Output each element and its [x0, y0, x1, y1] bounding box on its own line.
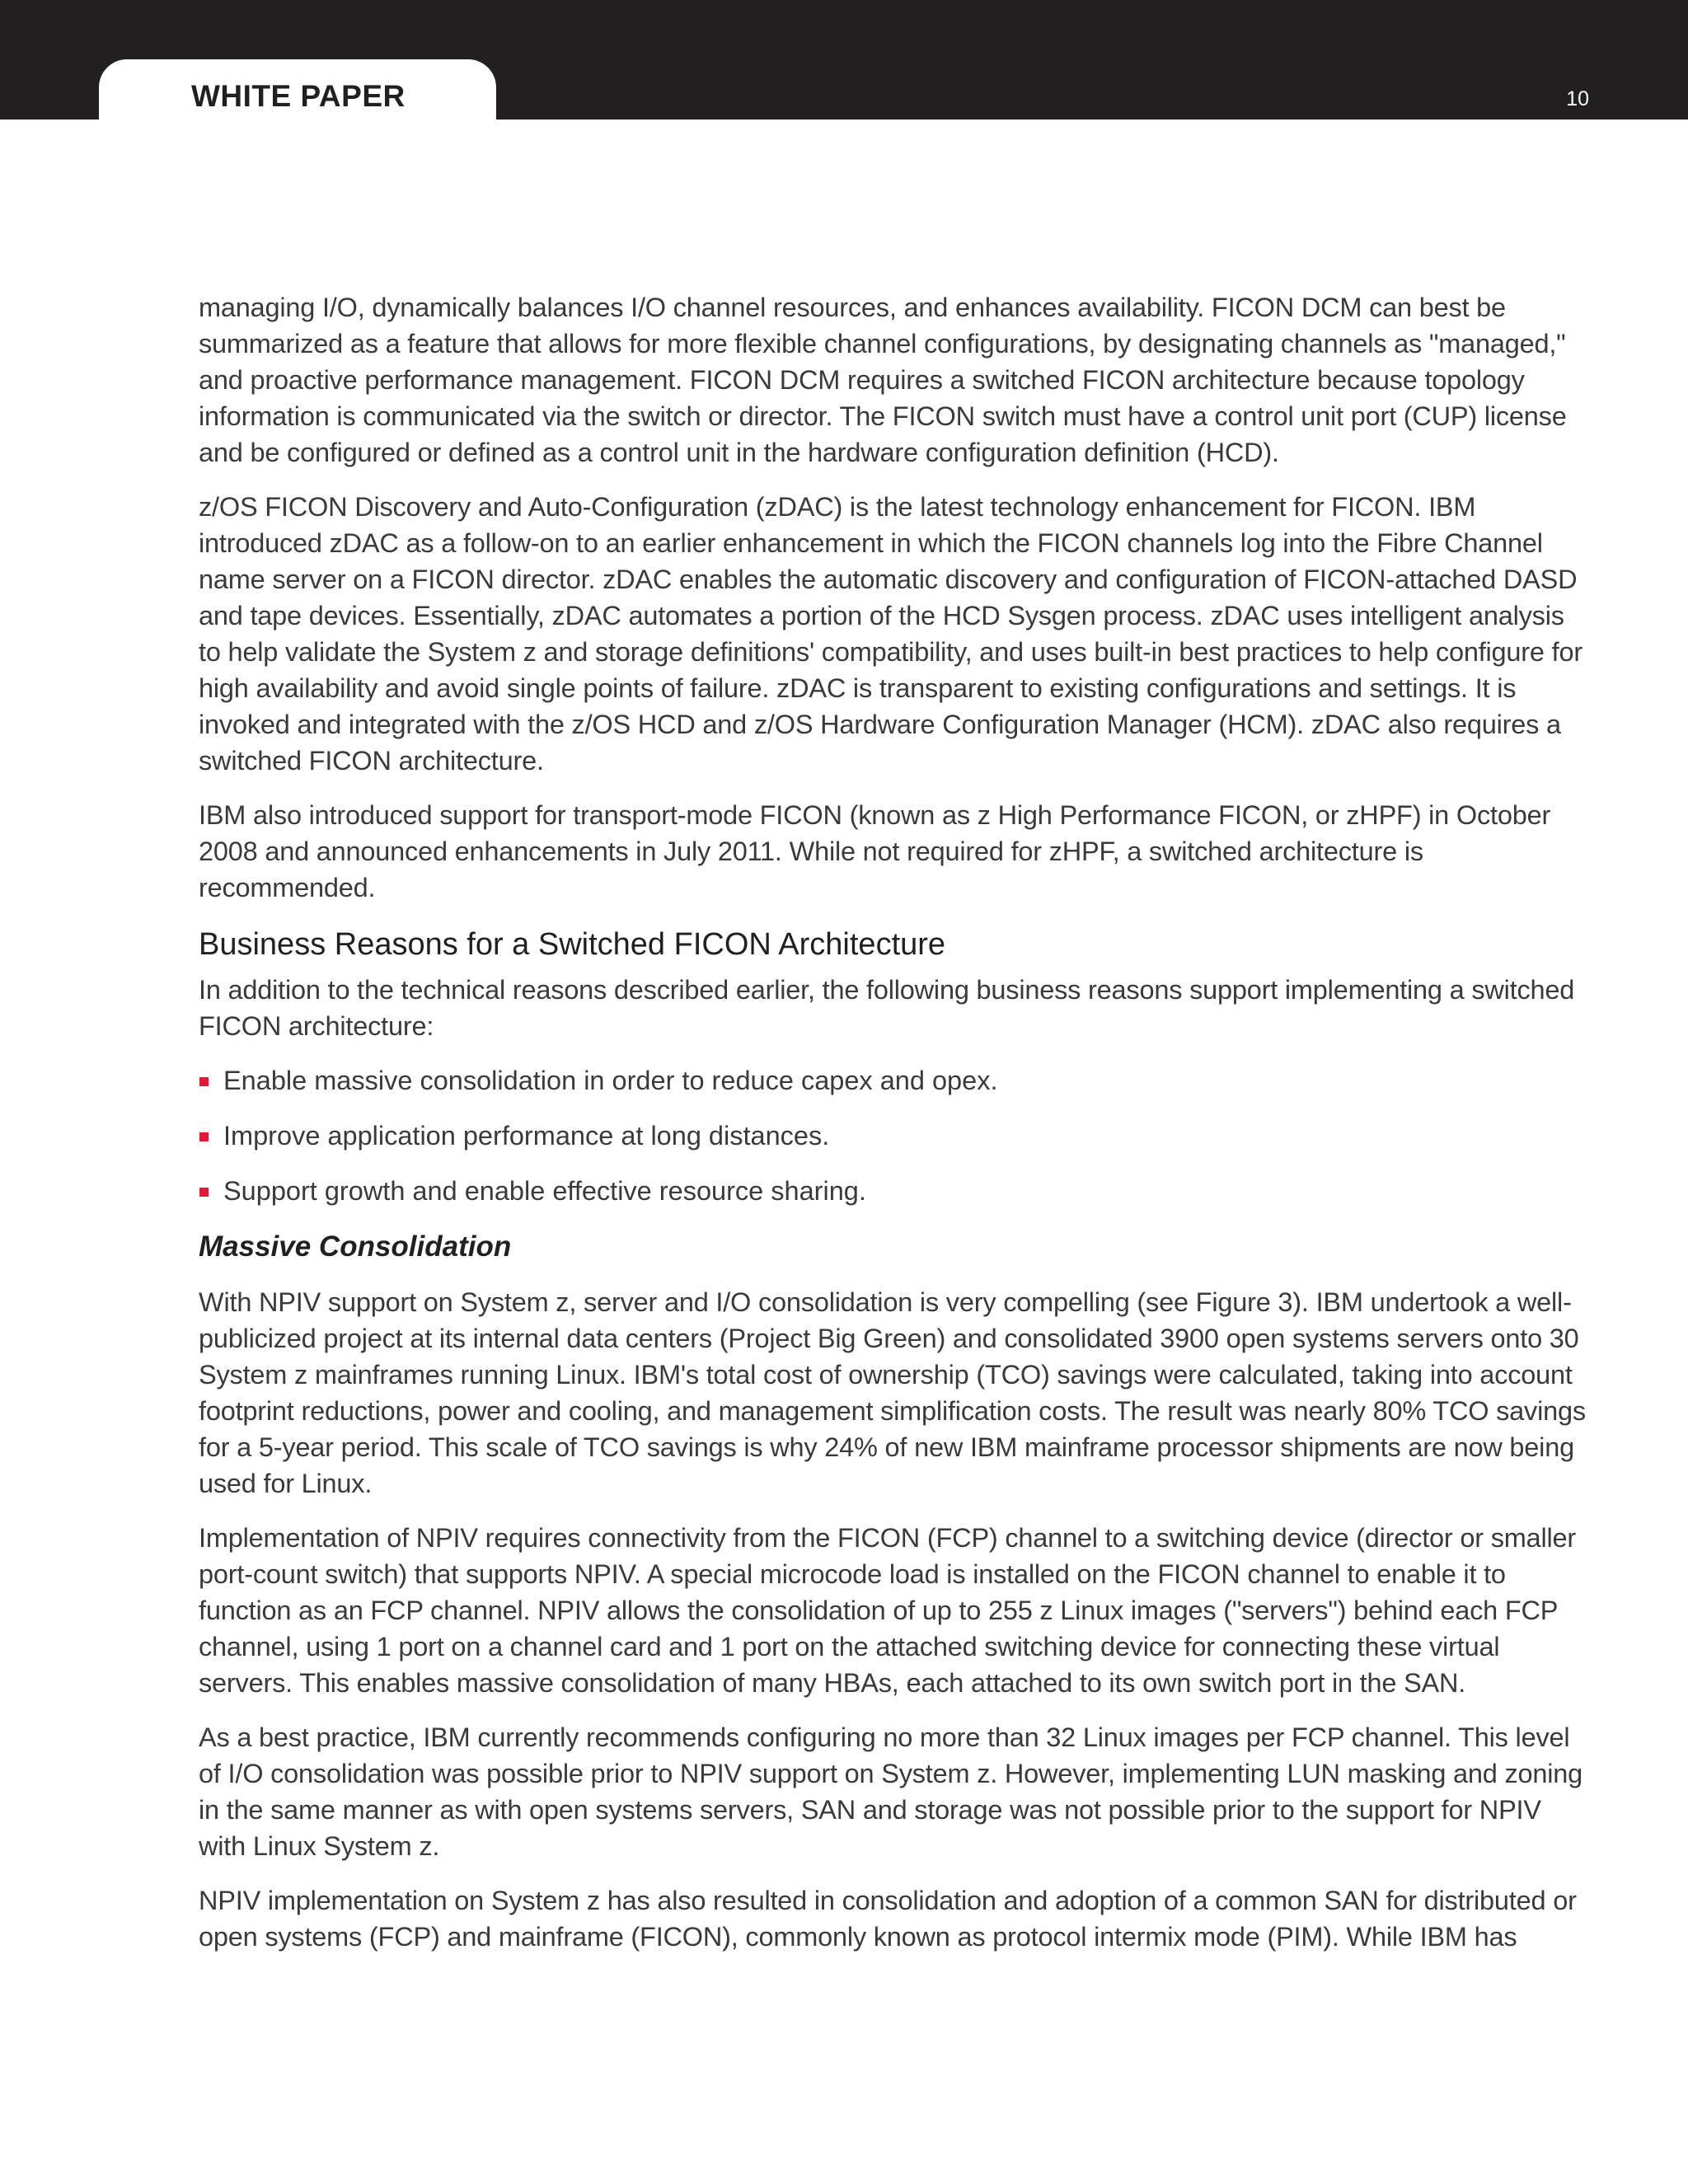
business-reasons-list — [199, 1062, 1587, 1209]
list-item-text: Enable massive consolidation in order to reduce capex and opex. — [223, 1066, 998, 1095]
section-intro: In addition to the technical reasons described earlier, the following business reasons support implementing a switched FICON architecture: — [199, 975, 1575, 1041]
bullet-square-icon — [199, 1077, 209, 1086]
document-type-label: WHITE PAPER — [191, 79, 406, 113]
section-heading: Business Reasons for a Switched FICON Architecture — [199, 927, 946, 962]
page-content — [199, 289, 1587, 1973]
bullet-square-icon — [199, 1188, 209, 1197]
page-number: 10 — [1566, 87, 1589, 110]
paragraph-zhpf: IBM also introduced support for transport-mode FICON (known as z High Performance FICON, or zHPF) in October 2008 and announced enhancements in July 2011. While not required for zHPF, a switched architecture is recommended. — [199, 800, 1551, 902]
paragraph-npiv-implementation: Implementation of NPIV requires connectivity from the FICON (FCP) channel to a switching device (director or smaller port-count switch) that supports NPIV. A special microcode load is installed on the FICON channel to enable it to function as an FCP channel. NPIV allows the consolidation of up to 255 z Linux images ("servers") behind each FCP channel, using 1 port on a channel card and 1 port on the attached switching device for connecting these virtual servers. This enables massive consolidation of many HBAs, each attached to its own switch port in the SAN. — [199, 1523, 1577, 1698]
list-item — [199, 1062, 1587, 1099]
paragraph-dcm: managing I/O, dynamically balances I/O channel resources, and enhances availability. FICON DCM can best be summarized as a feature that allows for more flexible channel configurations, by designating channels as "managed," and proactive performance management. FICON DCM requires a switched FICON architecture because topology information is communicated via the switch or director. The FICON switch must have a control unit port (CUP) license and be configured or defined as a control unit in the hardware configuration definition (HCD). — [199, 293, 1567, 467]
paragraph-best-practice: As a best practice, IBM currently recommends configuring no more than 32 Linux images per FCP channel. This level of I/O consolidation was possible prior to NPIV support on System z. However, implementing LUN masking and zoning in the same manner as with open systems servers, SAN and storage was not possible prior to the support for NPIV with Linux System z. — [199, 1722, 1583, 1861]
bullet-square-icon — [199, 1132, 209, 1141]
list-item — [199, 1173, 1587, 1209]
subheading-massive-consolidation: Massive Consolidation — [199, 1230, 512, 1263]
paragraph-pim: NPIV implementation on System z has also resulted in consolidation and adoption of a common SAN for distributed or open systems (FCP) and mainframe (FICON), commonly known as protocol intermix mode (PIM). While IBM has — [199, 1886, 1577, 1952]
list-item-text: Improve application performance at long distances. — [223, 1121, 830, 1151]
paragraph-npiv-support: With NPIV support on System z, server and I/O consolidation is very compelling (see Figure 3). IBM undertook a well-publicized project at its internal data centers (Project Big Green) and consolidated 3900 open systems servers onto 30 System z mainframes running Linux. IBM's total cost of ownership (TCO) savings were calculated, taking into account footprint reductions, power and cooling, and management simplification costs. The result was nearly 80% TCO savings for a 5-year period. This scale of TCO savings is why 24% of new IBM mainframe processor shipments are now being used for Linux. — [199, 1287, 1586, 1498]
paragraph-zdac: z/OS FICON Discovery and Auto-Configuration (zDAC) is the latest technology enhancement for FICON. IBM introduced zDAC as a follow-on to an earlier enhancement in which the FICON channels log into the Fibre Channel name server on a FICON director. zDAC enables the automatic discovery and configuration of FICON-attached DASD and tape devices. Essentially, zDAC automates a portion of the HCD Sysgen process. zDAC uses intelligent analysis to help validate the System z and storage definitions' compatibility, and uses built-in best practices to help configure for high availability and avoid single points of failure. zDAC is transparent to existing configurations and settings. It is invoked and integrated with the z/OS HCD and z/OS Hardware Configuration Manager (HCM). zDAC also requires a switched FICON architecture. — [199, 492, 1582, 776]
list-item — [199, 1118, 1587, 1154]
list-item-text: Support growth and enable effective resource sharing. — [223, 1176, 866, 1206]
